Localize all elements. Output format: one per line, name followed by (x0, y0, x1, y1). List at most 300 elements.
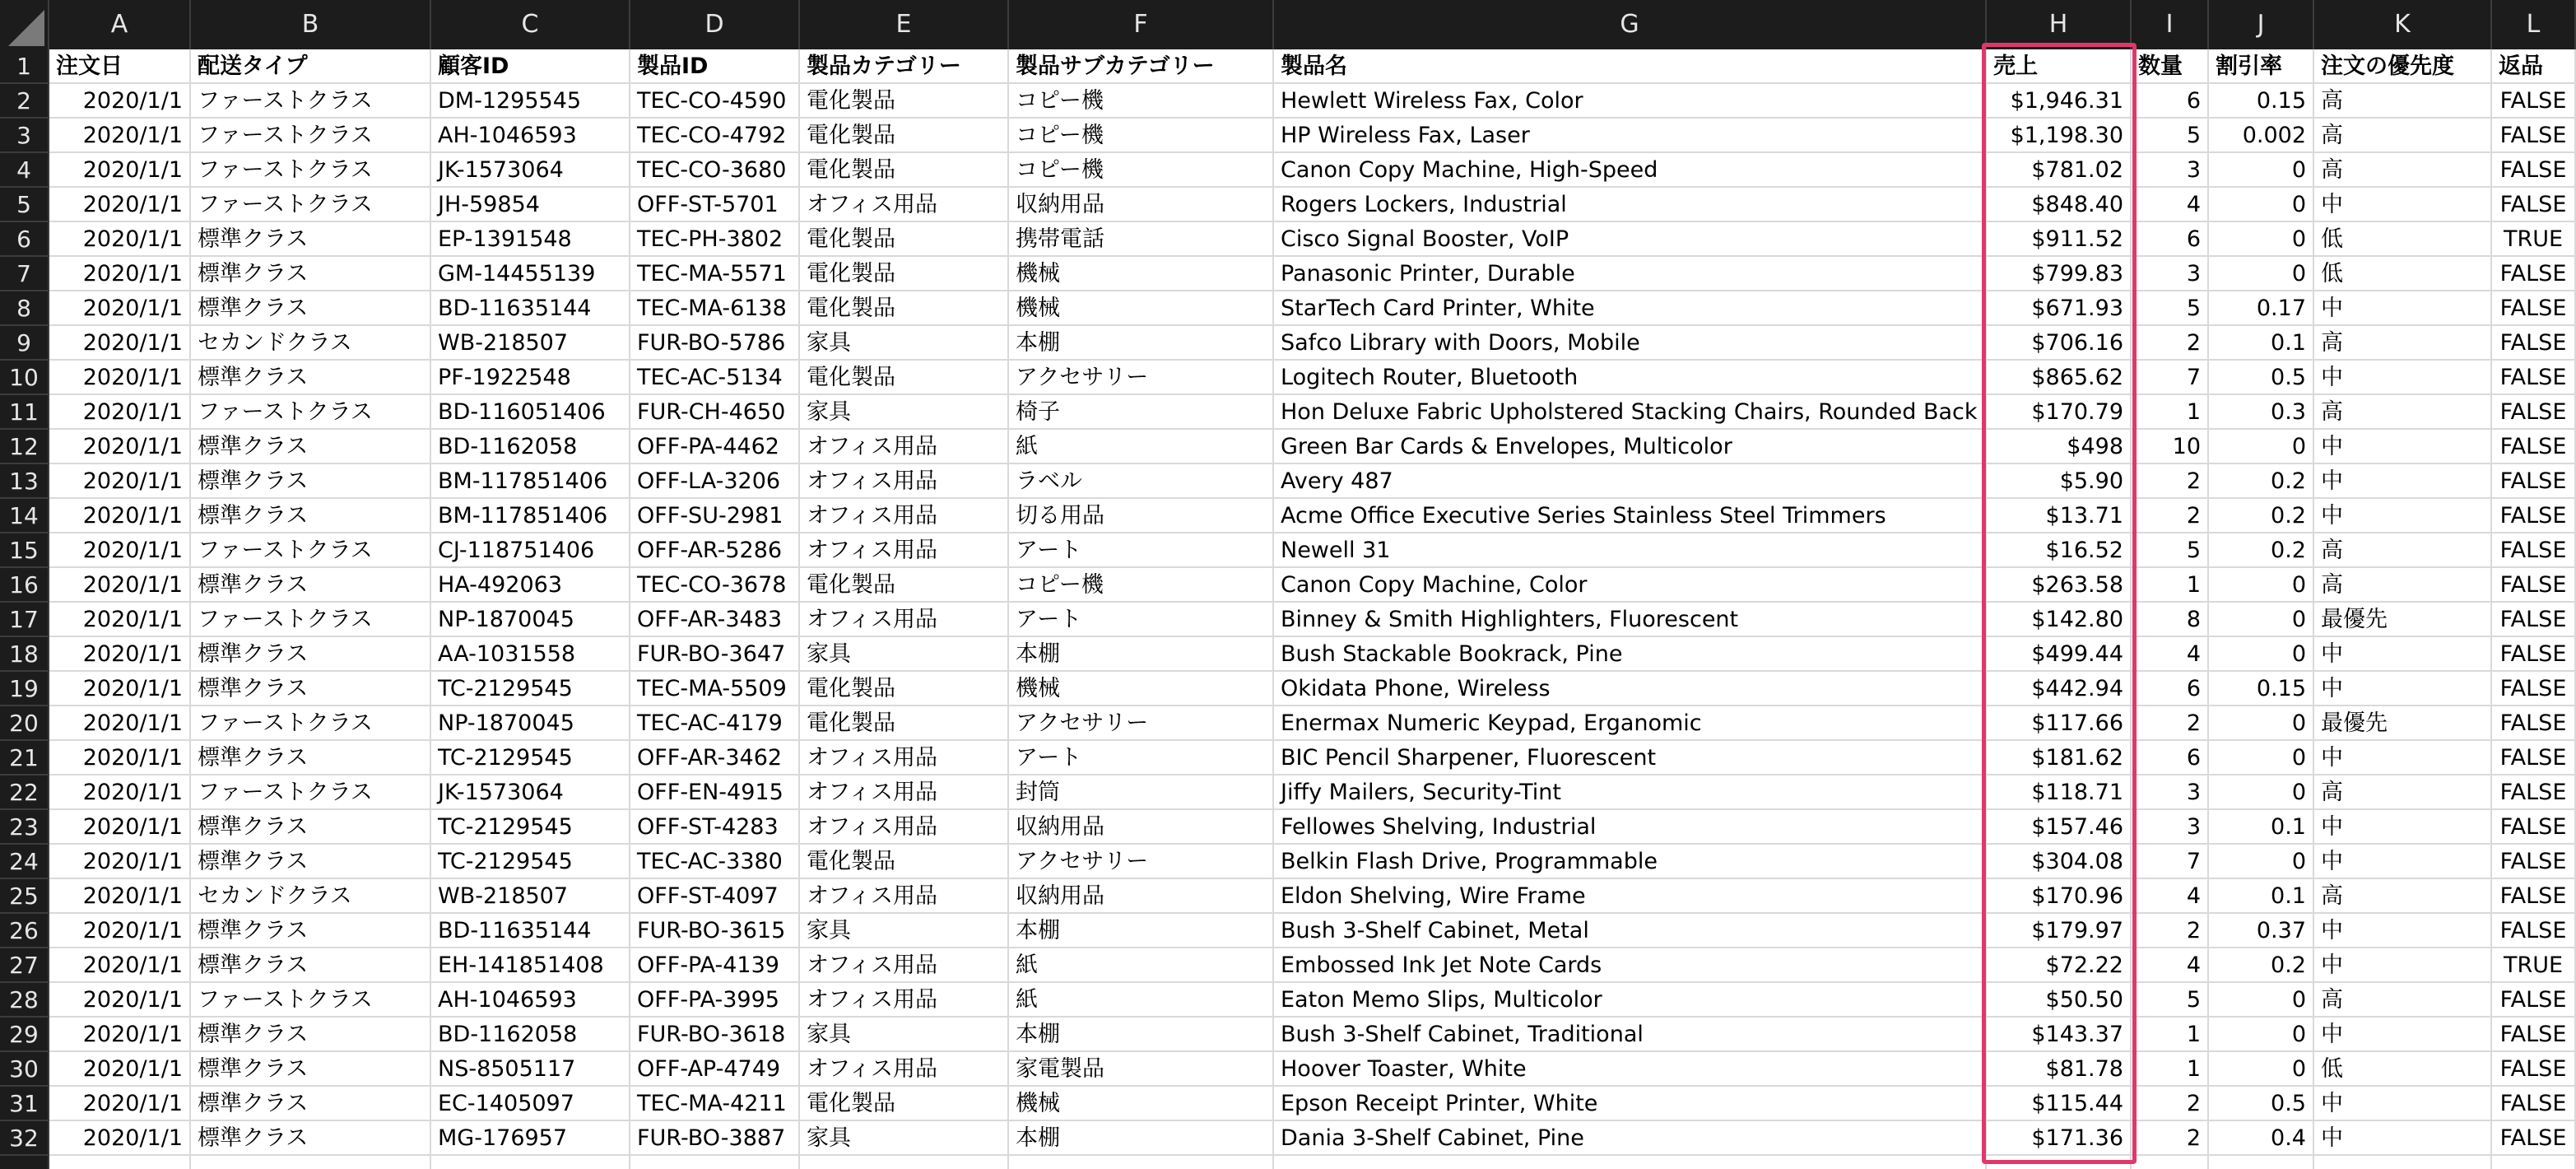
cell-i[interactable]: 2 (2132, 1121, 2209, 1156)
cell-a[interactable]: 2020/1/1 (49, 153, 191, 188)
cell-g[interactable]: BIC Pencil Sharpener, Fluorescent (1274, 741, 1987, 775)
row-number[interactable]: 7 (0, 257, 49, 291)
cell-b[interactable] (191, 1156, 431, 1169)
row-number[interactable]: 10 (0, 361, 49, 395)
cell-f[interactable]: 紙 (1009, 430, 1274, 464)
column-title-a[interactable]: 注文日 (49, 49, 191, 84)
column-header-l[interactable]: L (2492, 0, 2576, 49)
column-title-c[interactable]: 顧客ID (431, 49, 630, 84)
cell-f[interactable]: アート (1009, 741, 1274, 775)
cell-c[interactable]: BD-11635144 (431, 291, 630, 326)
cell-d[interactable]: OFF-ST-4097 (630, 879, 800, 914)
cell-b[interactable]: 標準クラス (191, 637, 431, 672)
cell-g[interactable]: Epson Receipt Printer, White (1274, 1087, 1987, 1121)
cell-g[interactable]: Binney & Smith Highlighters, Fluorescent (1274, 603, 1987, 637)
cell-j[interactable]: 0.17 (2209, 291, 2314, 326)
cell-i[interactable]: 2 (2132, 914, 2209, 948)
cell-k[interactable]: 中 (2314, 188, 2492, 222)
cell-g[interactable]: Newell 31 (1274, 533, 1987, 568)
cell-f[interactable]: アクセサリー (1009, 845, 1274, 879)
cell-e[interactable]: オフィス用品 (800, 879, 1009, 914)
cell-i[interactable]: 2 (2132, 464, 2209, 499)
cell-f[interactable]: コピー機 (1009, 153, 1274, 188)
cell-k[interactable]: 最優先 (2314, 603, 2492, 637)
cell-i[interactable]: 8 (2132, 603, 2209, 637)
cell-g[interactable]: Fellowes Shelving, Industrial (1274, 810, 1987, 845)
cell-c[interactable]: WB-218507 (431, 879, 630, 914)
cell-c[interactable]: BM-117851406 (431, 499, 630, 533)
cell-h[interactable]: $498 (1987, 430, 2132, 464)
cell-e[interactable]: 電化製品 (800, 291, 1009, 326)
cell-h[interactable]: $799.83 (1987, 257, 2132, 291)
cell-d[interactable]: OFF-EN-4915 (630, 775, 800, 810)
cell-i[interactable]: 6 (2132, 741, 2209, 775)
cell-g[interactable]: StarTech Card Printer, White (1274, 291, 1987, 326)
cell-l[interactable]: FALSE (2492, 1087, 2576, 1121)
cell-h[interactable]: $13.71 (1987, 499, 2132, 533)
cell-c[interactable]: JK-1573064 (431, 153, 630, 188)
cell-k[interactable]: 中 (2314, 810, 2492, 845)
cell-h[interactable]: $171.36 (1987, 1121, 2132, 1156)
cell-c[interactable]: NP-1870045 (431, 603, 630, 637)
cell-f[interactable]: 切る用品 (1009, 499, 1274, 533)
cell-k[interactable]: 高 (2314, 153, 2492, 188)
cell-j[interactable]: 0.37 (2209, 914, 2314, 948)
cell-h[interactable]: $304.08 (1987, 845, 2132, 879)
cell-j[interactable]: 0 (2209, 430, 2314, 464)
cell-c[interactable]: JK-1573064 (431, 775, 630, 810)
cell-i[interactable]: 5 (2132, 983, 2209, 1018)
cell-h[interactable]: $5.90 (1987, 464, 2132, 499)
cell-g[interactable]: Jiffy Mailers, Security-Tint (1274, 775, 1987, 810)
cell-c[interactable]: AH-1046593 (431, 983, 630, 1018)
cell-c[interactable]: TC-2129545 (431, 741, 630, 775)
column-title-f[interactable]: 製品サブカテゴリー (1009, 49, 1274, 84)
row-number[interactable]: 3 (0, 119, 49, 153)
cell-l[interactable]: FALSE (2492, 291, 2576, 326)
cell-a[interactable]: 2020/1/1 (49, 983, 191, 1018)
cell-l[interactable]: FALSE (2492, 845, 2576, 879)
row-number[interactable]: 31 (0, 1087, 49, 1121)
cell-d[interactable]: FUR-BO-5786 (630, 326, 800, 361)
cell-a[interactable]: 2020/1/1 (49, 914, 191, 948)
cell-h[interactable]: $706.16 (1987, 326, 2132, 361)
cell-c[interactable]: WB-218507 (431, 326, 630, 361)
cell-f[interactable]: 紙 (1009, 983, 1274, 1018)
cell-h[interactable]: $1,198.30 (1987, 119, 2132, 153)
cell-c[interactable]: CJ-118751406 (431, 533, 630, 568)
column-header-a[interactable]: A (49, 0, 191, 49)
cell-f[interactable]: アート (1009, 603, 1274, 637)
cell-d[interactable]: TEC-AC-5134 (630, 361, 800, 395)
cell-l[interactable]: FALSE (2492, 153, 2576, 188)
cell-j[interactable]: 0 (2209, 257, 2314, 291)
cell-h[interactable]: $117.66 (1987, 706, 2132, 741)
cell-c[interactable]: EH-141851408 (431, 948, 630, 983)
cell-h[interactable]: $115.44 (1987, 1087, 2132, 1121)
cell-e[interactable]: オフィス用品 (800, 603, 1009, 637)
row-number[interactable]: 21 (0, 741, 49, 775)
cell-h[interactable]: $50.50 (1987, 983, 2132, 1018)
cell-c[interactable]: BD-1162058 (431, 1018, 630, 1052)
cell-g[interactable]: Safco Library with Doors, Mobile (1274, 326, 1987, 361)
cell-h[interactable]: $143.37 (1987, 1018, 2132, 1052)
row-number[interactable]: 24 (0, 845, 49, 879)
column-title-h[interactable]: 売上 (1987, 49, 2132, 84)
cell-h[interactable]: $848.40 (1987, 188, 2132, 222)
cell-d[interactable]: TEC-AC-3380 (630, 845, 800, 879)
cell-d[interactable]: FUR-CH-4650 (630, 395, 800, 430)
cell-b[interactable]: 標準クラス (191, 948, 431, 983)
cell-f[interactable]: 機械 (1009, 1087, 1274, 1121)
cell-b[interactable]: ファーストクラス (191, 706, 431, 741)
cell-l[interactable]: FALSE (2492, 1052, 2576, 1087)
cell-a[interactable]: 2020/1/1 (49, 361, 191, 395)
row-number[interactable]: 1 (0, 49, 49, 84)
row-number[interactable]: 25 (0, 879, 49, 914)
cell-i[interactable]: 4 (2132, 948, 2209, 983)
cell-l[interactable]: FALSE (2492, 395, 2576, 430)
cell-b[interactable]: 標準クラス (191, 1087, 431, 1121)
cell-c[interactable]: HA-492063 (431, 568, 630, 603)
cell-b[interactable]: 標準クラス (191, 810, 431, 845)
cell-d[interactable]: OFF-PA-4139 (630, 948, 800, 983)
cell-l[interactable]: FALSE (2492, 499, 2576, 533)
cell-d[interactable]: OFF-AR-3483 (630, 603, 800, 637)
cell-b[interactable]: 標準クラス (191, 845, 431, 879)
cell-i[interactable]: 5 (2132, 291, 2209, 326)
cell-l[interactable]: FALSE (2492, 637, 2576, 672)
row-number[interactable]: 17 (0, 603, 49, 637)
cell-j[interactable]: 0 (2209, 603, 2314, 637)
cell-f[interactable]: 収納用品 (1009, 810, 1274, 845)
cell-c[interactable] (431, 1156, 630, 1169)
cell-h[interactable]: $442.94 (1987, 672, 2132, 706)
cell-k[interactable]: 低 (2314, 1052, 2492, 1087)
cell-g[interactable]: Canon Copy Machine, Color (1274, 568, 1987, 603)
cell-k[interactable]: 中 (2314, 499, 2492, 533)
cell-i[interactable]: 7 (2132, 845, 2209, 879)
cell-c[interactable]: EC-1405097 (431, 1087, 630, 1121)
cell-a[interactable]: 2020/1/1 (49, 672, 191, 706)
cell-k[interactable]: 低 (2314, 222, 2492, 257)
cell-j[interactable]: 0 (2209, 845, 2314, 879)
cell-h[interactable]: $81.78 (1987, 1052, 2132, 1087)
cell-d[interactable]: OFF-LA-3206 (630, 464, 800, 499)
cell-d[interactable]: FUR-BO-3615 (630, 914, 800, 948)
cell-f[interactable] (1009, 1156, 1274, 1169)
cell-e[interactable]: オフィス用品 (800, 430, 1009, 464)
cell-k[interactable]: 高 (2314, 983, 2492, 1018)
cell-i[interactable]: 4 (2132, 188, 2209, 222)
cell-e[interactable]: 電化製品 (800, 672, 1009, 706)
cell-g[interactable]: Green Bar Cards & Envelopes, Multicolor (1274, 430, 1987, 464)
cell-d[interactable]: FUR-BO-3647 (630, 637, 800, 672)
cell-j[interactable]: 0.2 (2209, 533, 2314, 568)
cell-f[interactable]: 本棚 (1009, 1121, 1274, 1156)
cell-d[interactable]: OFF-PA-3995 (630, 983, 800, 1018)
cell-a[interactable]: 2020/1/1 (49, 188, 191, 222)
cell-h[interactable] (1987, 1156, 2132, 1169)
cell-j[interactable]: 0 (2209, 741, 2314, 775)
cell-l[interactable]: FALSE (2492, 672, 2576, 706)
cell-d[interactable]: TEC-MA-4211 (630, 1087, 800, 1121)
cell-b[interactable]: 標準クラス (191, 499, 431, 533)
cell-k[interactable]: 中 (2314, 1087, 2492, 1121)
cell-j[interactable]: 0.15 (2209, 84, 2314, 119)
cell-e[interactable] (800, 1156, 1009, 1169)
cell-b[interactable]: ファーストクラス (191, 395, 431, 430)
cell-a[interactable]: 2020/1/1 (49, 430, 191, 464)
row-number[interactable]: 9 (0, 326, 49, 361)
cell-c[interactable]: PF-1922548 (431, 361, 630, 395)
cell-h[interactable]: $170.79 (1987, 395, 2132, 430)
cell-l[interactable]: FALSE (2492, 84, 2576, 119)
cell-l[interactable]: FALSE (2492, 326, 2576, 361)
cell-b[interactable]: ファーストクラス (191, 533, 431, 568)
cell-e[interactable]: 電化製品 (800, 845, 1009, 879)
cell-d[interactable] (630, 1156, 800, 1169)
column-header-f[interactable]: F (1009, 0, 1274, 49)
cell-k[interactable]: 中 (2314, 845, 2492, 879)
cell-d[interactable]: OFF-ST-4283 (630, 810, 800, 845)
cell-a[interactable]: 2020/1/1 (49, 948, 191, 983)
column-header-b[interactable]: B (191, 0, 431, 49)
cell-l[interactable]: TRUE (2492, 222, 2576, 257)
row-number[interactable]: 16 (0, 568, 49, 603)
cell-c[interactable]: AA-1031558 (431, 637, 630, 672)
cell-h[interactable]: $170.96 (1987, 879, 2132, 914)
cell-h[interactable]: $781.02 (1987, 153, 2132, 188)
cell-l[interactable]: FALSE (2492, 257, 2576, 291)
cell-k[interactable]: 中 (2314, 741, 2492, 775)
cell-j[interactable]: 0.1 (2209, 326, 2314, 361)
cell-l[interactable]: FALSE (2492, 741, 2576, 775)
cell-c[interactable]: BD-1162058 (431, 430, 630, 464)
cell-l[interactable]: TRUE (2492, 948, 2576, 983)
cell-a[interactable]: 2020/1/1 (49, 1052, 191, 1087)
row-number[interactable]: 12 (0, 430, 49, 464)
cell-g[interactable]: Bush 3-Shelf Cabinet, Traditional (1274, 1018, 1987, 1052)
cell-b[interactable]: 標準クラス (191, 914, 431, 948)
cell-j[interactable]: 0 (2209, 188, 2314, 222)
cell-e[interactable]: オフィス用品 (800, 188, 1009, 222)
cell-a[interactable]: 2020/1/1 (49, 568, 191, 603)
cell-c[interactable]: NS-8505117 (431, 1052, 630, 1087)
row-number[interactable]: 6 (0, 222, 49, 257)
cell-b[interactable]: 標準クラス (191, 222, 431, 257)
cell-f[interactable]: コピー機 (1009, 119, 1274, 153)
cell-b[interactable]: 標準クラス (191, 1121, 431, 1156)
cell-a[interactable]: 2020/1/1 (49, 845, 191, 879)
cell-j[interactable]: 0 (2209, 637, 2314, 672)
cell-b[interactable]: セカンドクラス (191, 326, 431, 361)
cell-e[interactable]: 家具 (800, 637, 1009, 672)
cell-i[interactable]: 5 (2132, 533, 2209, 568)
cell-j[interactable]: 0.15 (2209, 672, 2314, 706)
cell-c[interactable]: BD-11635144 (431, 914, 630, 948)
cell-i[interactable]: 6 (2132, 672, 2209, 706)
cell-a[interactable]: 2020/1/1 (49, 291, 191, 326)
cell-e[interactable]: 電化製品 (800, 222, 1009, 257)
cell-c[interactable]: BM-117851406 (431, 464, 630, 499)
cell-a[interactable]: 2020/1/1 (49, 84, 191, 119)
cell-i[interactable]: 3 (2132, 257, 2209, 291)
cell-e[interactable]: 電化製品 (800, 153, 1009, 188)
cell-g[interactable]: Canon Copy Machine, High-Speed (1274, 153, 1987, 188)
cell-g[interactable]: Hon Deluxe Fabric Upholstered Stacking Chairs, Rounded Back (1274, 395, 1987, 430)
cell-b[interactable]: ファーストクラス (191, 119, 431, 153)
cell-i[interactable]: 1 (2132, 395, 2209, 430)
cell-f[interactable]: 椅子 (1009, 395, 1274, 430)
cell-a[interactable] (49, 1156, 191, 1169)
cell-i[interactable] (2132, 1156, 2209, 1169)
cell-c[interactable]: BD-116051406 (431, 395, 630, 430)
cell-b[interactable]: ファーストクラス (191, 983, 431, 1018)
column-header-d[interactable]: D (630, 0, 800, 49)
cell-a[interactable]: 2020/1/1 (49, 326, 191, 361)
cell-d[interactable]: FUR-BO-3887 (630, 1121, 800, 1156)
cell-b[interactable]: 標準クラス (191, 257, 431, 291)
cell-h[interactable]: $181.62 (1987, 741, 2132, 775)
cell-a[interactable]: 2020/1/1 (49, 1087, 191, 1121)
cell-l[interactable]: FALSE (2492, 1018, 2576, 1052)
cell-j[interactable]: 0.2 (2209, 499, 2314, 533)
cell-l[interactable]: FALSE (2492, 464, 2576, 499)
row-number[interactable]: 22 (0, 775, 49, 810)
row-number[interactable] (0, 1156, 49, 1169)
cell-h[interactable]: $157.46 (1987, 810, 2132, 845)
cell-g[interactable]: Eaton Memo Slips, Multicolor (1274, 983, 1987, 1018)
cell-h[interactable]: $16.52 (1987, 533, 2132, 568)
cell-b[interactable]: 標準クラス (191, 741, 431, 775)
cell-d[interactable]: TEC-MA-5509 (630, 672, 800, 706)
cell-b[interactable]: ファーストクラス (191, 84, 431, 119)
cell-e[interactable]: 家具 (800, 1018, 1009, 1052)
cell-j[interactable]: 0.1 (2209, 879, 2314, 914)
cell-i[interactable]: 4 (2132, 879, 2209, 914)
cell-b[interactable]: 標準クラス (191, 291, 431, 326)
cell-j[interactable]: 0.1 (2209, 810, 2314, 845)
cell-g[interactable]: Belkin Flash Drive, Programmable (1274, 845, 1987, 879)
cell-f[interactable]: コピー機 (1009, 568, 1274, 603)
cell-g[interactable] (1274, 1156, 1987, 1169)
cell-f[interactable]: アクセサリー (1009, 706, 1274, 741)
column-header-e[interactable]: E (800, 0, 1009, 49)
column-title-d[interactable]: 製品ID (630, 49, 800, 84)
cell-i[interactable]: 5 (2132, 119, 2209, 153)
cell-g[interactable]: Bush Stackable Bookrack, Pine (1274, 637, 1987, 672)
cell-f[interactable]: アート (1009, 533, 1274, 568)
cell-i[interactable]: 2 (2132, 1087, 2209, 1121)
cell-d[interactable]: OFF-AR-3462 (630, 741, 800, 775)
cell-k[interactable]: 中 (2314, 672, 2492, 706)
cell-j[interactable]: 0 (2209, 706, 2314, 741)
cell-a[interactable]: 2020/1/1 (49, 222, 191, 257)
column-header-k[interactable]: K (2314, 0, 2492, 49)
cell-i[interactable]: 6 (2132, 222, 2209, 257)
row-number[interactable]: 18 (0, 637, 49, 672)
cell-c[interactable]: GM-14455139 (431, 257, 630, 291)
cell-h[interactable]: $263.58 (1987, 568, 2132, 603)
cell-j[interactable]: 0 (2209, 983, 2314, 1018)
cell-l[interactable]: FALSE (2492, 914, 2576, 948)
cell-g[interactable]: Eldon Shelving, Wire Frame (1274, 879, 1987, 914)
column-title-g[interactable]: 製品名 (1274, 49, 1987, 84)
row-number[interactable]: 20 (0, 706, 49, 741)
cell-e[interactable]: 家具 (800, 395, 1009, 430)
column-title-i[interactable]: 数量 (2132, 49, 2209, 84)
column-title-e[interactable]: 製品カテゴリー (800, 49, 1009, 84)
cell-i[interactable]: 2 (2132, 706, 2209, 741)
row-number[interactable]: 8 (0, 291, 49, 326)
column-title-l[interactable]: 返品 (2492, 49, 2576, 84)
cell-j[interactable]: 0 (2209, 153, 2314, 188)
cell-e[interactable]: オフィス用品 (800, 948, 1009, 983)
cell-d[interactable]: OFF-PA-4462 (630, 430, 800, 464)
cell-i[interactable]: 3 (2132, 810, 2209, 845)
cell-e[interactable]: 電化製品 (800, 1087, 1009, 1121)
cell-f[interactable]: コピー機 (1009, 84, 1274, 119)
cell-l[interactable]: FALSE (2492, 361, 2576, 395)
cell-h[interactable]: $671.93 (1987, 291, 2132, 326)
cell-g[interactable]: Panasonic Printer, Durable (1274, 257, 1987, 291)
cell-d[interactable]: TEC-PH-3802 (630, 222, 800, 257)
cell-g[interactable]: Hoover Toaster, White (1274, 1052, 1987, 1087)
row-number[interactable]: 4 (0, 153, 49, 188)
cell-l[interactable]: FALSE (2492, 983, 2576, 1018)
cell-l[interactable]: FALSE (2492, 533, 2576, 568)
cell-k[interactable]: 中 (2314, 291, 2492, 326)
cell-i[interactable]: 1 (2132, 1052, 2209, 1087)
cell-d[interactable]: OFF-SU-2981 (630, 499, 800, 533)
cell-k[interactable]: 中 (2314, 948, 2492, 983)
cell-l[interactable]: FALSE (2492, 568, 2576, 603)
cell-f[interactable]: 携帯電話 (1009, 222, 1274, 257)
cell-f[interactable]: 本棚 (1009, 637, 1274, 672)
cell-l[interactable]: FALSE (2492, 119, 2576, 153)
cell-l[interactable]: FALSE (2492, 1121, 2576, 1156)
cell-e[interactable]: 家具 (800, 326, 1009, 361)
cell-g[interactable]: Cisco Signal Booster, VoIP (1274, 222, 1987, 257)
cell-e[interactable]: 電化製品 (800, 257, 1009, 291)
cell-g[interactable]: Avery 487 (1274, 464, 1987, 499)
cell-a[interactable]: 2020/1/1 (49, 603, 191, 637)
column-header-g[interactable]: G (1274, 0, 1987, 49)
cell-k[interactable]: 高 (2314, 395, 2492, 430)
cell-b[interactable]: ファーストクラス (191, 153, 431, 188)
cell-i[interactable]: 7 (2132, 361, 2209, 395)
cell-a[interactable]: 2020/1/1 (49, 499, 191, 533)
cell-f[interactable]: 機械 (1009, 257, 1274, 291)
cell-e[interactable]: オフィス用品 (800, 741, 1009, 775)
cell-f[interactable]: アクセサリー (1009, 361, 1274, 395)
cell-j[interactable]: 0.5 (2209, 1087, 2314, 1121)
cell-d[interactable]: TEC-MA-5571 (630, 257, 800, 291)
row-number[interactable]: 5 (0, 188, 49, 222)
cell-k[interactable]: 最優先 (2314, 706, 2492, 741)
cell-b[interactable]: 標準クラス (191, 430, 431, 464)
cell-h[interactable]: $911.52 (1987, 222, 2132, 257)
cell-c[interactable]: NP-1870045 (431, 706, 630, 741)
cell-i[interactable]: 1 (2132, 568, 2209, 603)
cell-c[interactable]: AH-1046593 (431, 119, 630, 153)
cell-b[interactable]: 標準クラス (191, 1052, 431, 1087)
cell-k[interactable]: 中 (2314, 1018, 2492, 1052)
row-number[interactable]: 15 (0, 533, 49, 568)
cell-k[interactable]: 低 (2314, 257, 2492, 291)
cell-a[interactable]: 2020/1/1 (49, 395, 191, 430)
